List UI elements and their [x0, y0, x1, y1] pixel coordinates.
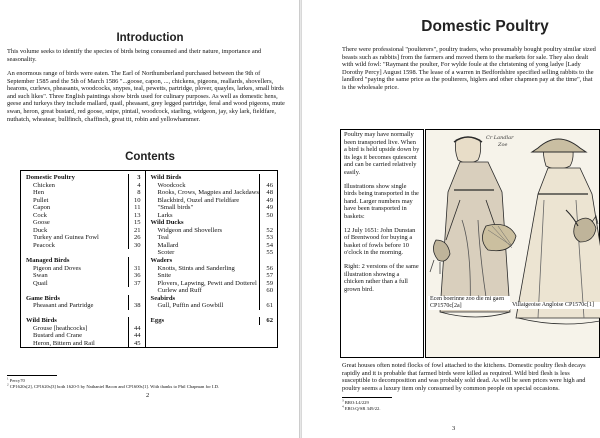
transport-textbox: [340, 129, 424, 358]
toc-page-number: [259, 257, 273, 265]
toc-entry: [151, 249, 273, 257]
toc-entry: [151, 227, 273, 235]
toc-entry: [151, 287, 273, 295]
toc-entry-label: Waders: [150, 257, 173, 265]
footnote-rule: [7, 375, 57, 376]
toc-section-heading: [26, 174, 141, 182]
toc-entry: [151, 189, 273, 197]
toc-entry-label: Goose: [33, 219, 50, 227]
toc-page-number: 38: [128, 302, 141, 310]
woman-with-basket-illustration: [426, 130, 600, 359]
toc-page-number: 26: [128, 234, 141, 242]
toc-entry: [26, 234, 141, 242]
toc-page-number: 59: [259, 280, 273, 288]
toc-page-number: 60: [259, 287, 273, 295]
footnote-3: $^3$ BRO:L4/229: [342, 398, 369, 405]
toc-page-number: 48: [259, 189, 273, 197]
domestic-poultry-title: Domestic Poultry: [421, 18, 549, 35]
toc-page-number: 61: [259, 302, 273, 310]
textbox-paragraph-2: Illustrations show single birds being transported in the hand. Larger numbers may have been transported in baskets:: [344, 182, 419, 220]
toc-entry: [151, 265, 273, 273]
closing-paragraph: Great houses often noted flocks of fowl attached to the kitchens. Domestic poultry flesh decays rapidly and it is probable that farmed birds were killed as required. Wild bird flesh is less susceptible to decomposition and was probably sold dead. As will be seen prices were high and poultry seems a luxury item only consumed by common people on special occasions.: [342, 362, 586, 392]
footnote-1: $^1$ Percy70: [7, 376, 25, 383]
toc-entry-label: Larks: [157, 211, 173, 219]
toc-section-heading: [26, 257, 141, 265]
toc-section-heading: [26, 317, 141, 325]
toc-section-heading: [151, 257, 273, 265]
toc-entry: [26, 302, 141, 310]
toc-entry-label: Snite: [157, 272, 172, 280]
toc-page-number: 21: [128, 227, 141, 235]
toc-page-number: 31: [128, 265, 141, 273]
toc-page-number: 15: [128, 219, 141, 227]
toc-spacer: [26, 287, 141, 295]
toc-entry: [151, 197, 273, 205]
toc-page-number: 11: [128, 204, 141, 212]
toc-entry-label: Widgeon and Shovellers: [157, 226, 223, 234]
toc-entry: [26, 340, 141, 348]
toc-section-heading: [26, 295, 141, 303]
toc-page-number: 53: [259, 234, 273, 242]
toc-section-heading: [151, 295, 273, 303]
toc-entry-label: Pullet: [33, 196, 49, 204]
toc-entry-label: Blackbird, Ouzel and Fieldfare: [157, 196, 240, 204]
toc-entry: [151, 272, 273, 280]
toc-page-number: 44: [128, 325, 141, 333]
toc-spacer: [26, 310, 141, 318]
illustration-scribble-2: Zoe: [498, 142, 508, 148]
footnote-4: $^4$ ERO:Q/SR 349/22.: [342, 404, 381, 411]
toc-section-heading: [151, 174, 273, 182]
toc-page-number: 52: [259, 227, 273, 235]
toc-page-number: 55: [259, 249, 273, 257]
toc-page-number: 10: [128, 197, 141, 205]
toc-entry-label: Grouse [heathcocks]: [33, 324, 88, 332]
toc-entry-label: Scoter: [157, 249, 175, 257]
footnote-3-text: BRO:L4/229: [344, 400, 369, 405]
toc-page-number: 56: [259, 265, 273, 273]
toc-entry-label: Eggs: [150, 317, 165, 325]
toc-page-number: 36: [128, 272, 141, 280]
toc-page-number: 4: [128, 182, 141, 190]
contents-table: [20, 170, 278, 348]
toc-entry-label: Swan: [33, 272, 48, 280]
toc-entry-label: Game Birds: [26, 294, 60, 302]
toc-entry-label: Woodcock: [157, 181, 186, 189]
textbox-paragraph-3: 12 July 1651: John Dunstan of Brentwood for buying a basket of fowls before 10 o'clock in the morning.: [344, 226, 416, 257]
toc-page-number: 54: [259, 242, 273, 250]
toc-entry-label: Bustard and Crane: [33, 332, 83, 340]
toc-page-number: 8: [128, 189, 141, 197]
toc-entry-label: Wild Birds: [26, 317, 57, 325]
toc-entry-label: Turkey and Guinea Fowl: [33, 234, 99, 242]
toc-page-number: 45: [128, 340, 141, 348]
toc-entry-label: Seabirds: [150, 294, 176, 302]
woman-holding-chicken-illustration: [516, 139, 600, 324]
textbox-paragraph-1: Poultry may have normally been transported live. When a bird is held upside down by its legs it becomes quiescent and can be carried relatively easily.: [344, 131, 420, 176]
toc-entry-label: Heron, Bittern and Rail: [33, 340, 95, 348]
toc-entry: [26, 219, 141, 227]
caption-left: Ecen boerinne zoo die mi gaen CP1570c[2a]: [428, 296, 510, 310]
toc-entry: [151, 280, 273, 288]
toc-entry: [151, 302, 273, 310]
toc-page-number: 44: [128, 332, 141, 340]
toc-entry-label: Peacock: [33, 241, 55, 249]
toc-page-number: 3: [128, 174, 141, 182]
toc-entry-label: Teal: [157, 234, 169, 242]
toc-page-number: [128, 295, 141, 303]
toc-entry: [26, 182, 141, 190]
toc-entry-label: Plovers, Lapwing, Pewit and Dotterel: [157, 279, 257, 287]
caption-right: Villaigeoise Angloise CP1570c[1]: [510, 302, 600, 309]
toc-entry-label: Pheasant and Partridge: [33, 302, 94, 310]
toc-page-number: 50: [259, 212, 273, 220]
toc-entry: [151, 242, 273, 250]
toc-page-number: 49: [259, 204, 273, 212]
toc-page-number: 46: [259, 182, 273, 190]
introduction-title: Introduction: [116, 32, 184, 44]
toc-entry: [26, 332, 141, 340]
toc-entry-label: Quail: [33, 279, 48, 287]
toc-section-heading: [151, 219, 273, 227]
toc-page-number: [128, 257, 141, 265]
toc-entry-label: Domestic Poultry: [26, 174, 75, 181]
toc-entry: [26, 204, 141, 212]
footnote-2: $^2$ CP1620s[2], CP1620s[3] both 1620-5 by Nathaniel Bacon and CP1600s[1]. With thanks to Phil Chapman for I.D.: [7, 382, 220, 389]
footnote-2-text: CP1620s[2], CP1620s[3] both 1620-5 by Nathaniel Bacon and CP1600s[1]. With thanks to Phil Chapman for I.D.: [9, 384, 220, 389]
textbox-paragraph-4: Right: 2 versions of the same illustration showing a chicken rather than a full grown bird.: [344, 262, 419, 293]
contents-column-left: [21, 171, 145, 347]
toc-entry-label: Chicken: [33, 181, 55, 189]
toc-page-number: 57: [259, 272, 273, 280]
toc-entry: [26, 280, 141, 288]
toc-entry-label: Managed Birds: [26, 257, 70, 265]
footnote-4-text: ERO:Q/SR 349/22.: [344, 406, 381, 411]
toc-entry-label: Gull, Puffin and Gowbill: [157, 302, 224, 310]
toc-entry-label: Capon: [33, 204, 51, 212]
toc-entry-label: Knotts, Stints and Sanderling: [157, 264, 235, 272]
toc-spacer: [151, 310, 273, 318]
toc-page-number: 62: [259, 317, 273, 325]
toc-entry-label: Duck: [33, 226, 48, 234]
page-number-right: 3: [452, 425, 456, 432]
toc-entry-label: Curlew and Ruff: [157, 287, 202, 295]
toc-page-number: 37: [128, 280, 141, 288]
toc-spacer: [26, 249, 141, 257]
toc-page-number: [259, 174, 273, 182]
toc-page-number: 30: [128, 242, 141, 250]
toc-entry: [26, 189, 141, 197]
peasant-women-illustration: [425, 129, 600, 358]
toc-page-number: [128, 317, 141, 325]
toc-entry-label: Mallard: [157, 241, 179, 249]
poulterers-paragraph: There were professional "poulterers", poultry traders, who presumably bought poultry similar sized beasts such as rabbits] from the farmers and moved them to the markets for sale. They also dealt with wild fowl: "Raymant the poulter, For wylde foule at the christening of yong ladye [Lady Dorothy Percy] August 1598. The lease of a warren in Bedfordshire specified selling rabbits to the landlord "paying the same price as the poulterers, higlers and other chapmen pay at the time", that is the wholesale price.: [342, 46, 596, 91]
toc-entry-label: Rooks, Crows, Magpies and Jackdaws: [157, 189, 259, 197]
contents-column-right: [145, 171, 277, 347]
toc-entry: [26, 242, 141, 250]
toc-entry-label: Cock: [33, 211, 47, 219]
toc-entry: [26, 265, 141, 273]
toc-entry: [26, 197, 141, 205]
toc-page-number: 13: [128, 212, 141, 220]
toc-entry-label: Hen: [33, 189, 44, 197]
intro-paragraph-2: An enormous range of birds were eaten. The Earl of Northumberland purchased between the 9th of September 1585 and the 5th of March 1586 "...goose, capon, ..., chickens, pigeons, reallards, shovellers, hearons, curlews, pheasants, woodcocks, snypes, teal, pewetts, partridge, plover, quayles, larkes, small birds and such likes". Three English paintings show birds used for culinary purposes. As well as domestic hens, geese and turkeys they include mallard, quail, pheasant, grey legged partridge, feral and wood pigeons, mute swan, heron, great bustard, red goose, snipe, pintail, woodcock, starling, widgeon, jay, sky lark, fieldfare, nuthatch, wheatear, bullfinch, chaffinch, great tit, robin and yellowhammer.: [7, 70, 285, 123]
illustration-scribble-1: Cr Landlar: [486, 135, 514, 141]
toc-entry: [151, 212, 273, 220]
toc-entry: [151, 204, 273, 212]
toc-entry-label: Pigeon and Doves: [33, 264, 81, 272]
toc-section-heading: [151, 317, 273, 325]
footnote-1-text: Percy70: [9, 378, 25, 383]
toc-page-number: [259, 219, 273, 227]
toc-entry-label: Wild Birds: [150, 174, 182, 181]
toc-entry: [151, 234, 273, 242]
page-number-left: 2: [146, 392, 150, 399]
toc-entry: [26, 212, 141, 220]
toc-page-number: [259, 295, 273, 303]
toc-page-number: 49: [259, 197, 273, 205]
toc-entry: [26, 227, 141, 235]
toc-entry: [26, 272, 141, 280]
toc-entry: [151, 182, 273, 190]
footnote-rule-right: [342, 397, 392, 398]
toc-entry: [26, 325, 141, 333]
toc-entry-label: Wild Ducks: [150, 219, 184, 227]
contents-title: Contents: [125, 151, 175, 163]
intro-paragraph-1: This volume seeks to identify the species of birds being consumed and their nature, importance and seasonality.: [7, 48, 262, 63]
right-page: [302, 0, 600, 438]
toc-entry-label: "Small birds": [157, 204, 194, 212]
